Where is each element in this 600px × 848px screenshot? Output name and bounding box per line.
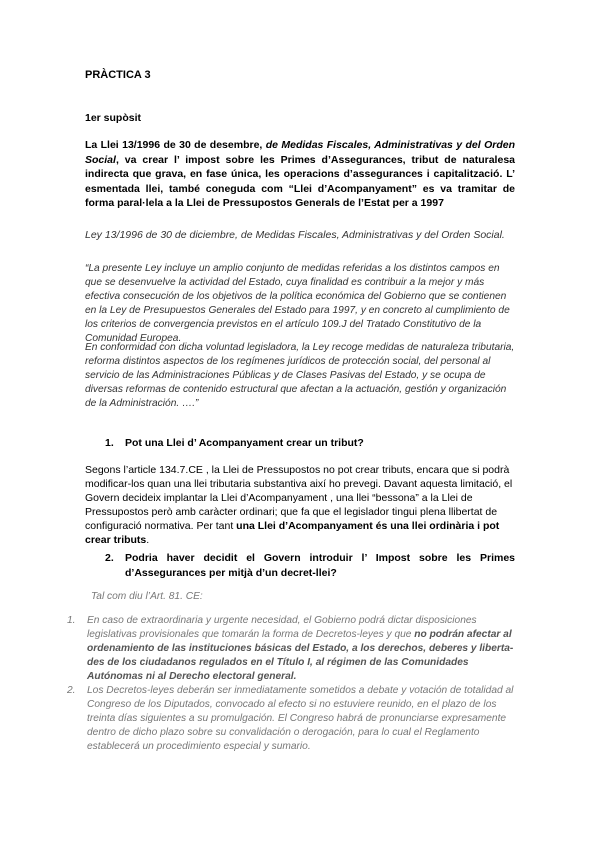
list-item <box>67 684 517 754</box>
intro-law-name: de Medidas Fiscales, Administrativas y del Orden Social <box>85 139 515 166</box>
intro-paragraph <box>85 138 515 211</box>
article-81-list <box>67 614 517 754</box>
law-title: Ley 13/1996 de 30 de diciembre, de Medidas Fiscales, Administrativas y del Orden Social. <box>85 229 505 241</box>
answer-1-end: . <box>146 534 150 546</box>
question-2-text: Podria haver decidit el Govern introduir l’ Impost sobre les Primes d’Assegurances per mitjà d’un decret-llei? <box>125 552 515 579</box>
question-2-number: 2. <box>105 552 114 564</box>
article-reference: Tal com diu l’Art. 81. CE: <box>91 591 203 602</box>
law-quote-paragraph-1: “La presente Ley incluye un amplio conjunto de medidas referidas a los distintos campos en que se desenvuelve la actividad del Estado, cuya finalidad es contribuir a la mejor y más efectiva consecución de los objetivos de la política económica del Gobierno que se contienen en la Ley de Presupuestos Generales del Estado para 1997, y en concreto al cumplimiento de los criterios de convergencia previstos en el artículo 109.J del Tratado Constitutivo de la Comunidad Europea. <box>85 263 510 344</box>
list-item <box>67 614 517 684</box>
intro-text-rest: , va crear l’ impost sobre les Primes d’Assegurances, tribut de naturalesa indirecta que grava, en fase única, les operacions d’assegurances i capitalització. L’ esmentada llei, també coneguda com “Llei d’Acompanyament” es va tramitar de forma paral·lela a la Llei de Pressupostos Generals de l’Estat per a 1997 <box>85 153 515 209</box>
question-2 <box>105 551 515 580</box>
question-1-text: Pot una Llei d’ Acompanyament crear un tribut? <box>125 437 364 449</box>
intro-text-start: La Llei 13/1996 de 30 de desembre, <box>85 139 266 151</box>
page-title: PRÀCTICA 3 <box>85 69 151 81</box>
list-item-bold-text: no podrán afectar al ordenamiento de las instituciones básicas del Estado, a los derechos, deberes y liberta- des de los ciudadanos regulados en el Título I, al régimen de las Comunidades Autónomas ni al Derecho electoral general. <box>87 629 514 682</box>
list-item-number: 1. <box>67 615 76 626</box>
law-quote-paragraph-2: En conformidad con dicha voluntad legisladora, la Ley recoge medidas de naturaleza tributaria, reforma distintos aspectos de los regímenes jurídicos de protección social, del personal al servicio de las Administraciones Públicas y de Clases Pasivas del Estado, y se ocupa de diversas reformas de contenido estructural que afectan a la actuación, gestión y organización de la Administración. ….” <box>85 342 515 409</box>
list-item-text: Los Decretos-leyes deberán ser inmediatamente sometidos a debate y votación de totalidad al Congreso de los Diputados, convocado al efecto si no estuviere reunido, en el plazo de los treinta días siguientes a su promulgación. El Congreso habrá de pronunciarse expresamente dentro de dicho plazo sobre su convalidación o derogación, para lo cual el Reglamento establecerá un procedimiento especial y sumario. <box>87 685 514 752</box>
list-item-number: 2. <box>67 685 76 696</box>
answer-1 <box>85 463 515 547</box>
answer-1-conclusion: una Llei d’Acompanyament és una llei ordinària i pot crear tributs <box>85 520 500 546</box>
question-1 <box>105 437 515 449</box>
question-1-number: 1. <box>105 437 114 449</box>
answer-1-text: Segons l’article 134.7.CE , la Llei de Pressupostos no pot crear tributs, encara que si podrà modificar-los quan una llei tributaria substantiva així ho prevegi. Davant aquesta limitació, el Govern decideix implantar la Llei d’Acompanyament , una llei “bessona” a la Llei de Pressupostos però amb caràcter ordinari; que fa que el legislador tingui plena llibertat de configuració normativa. Per tant <box>85 464 513 532</box>
list-item-text: En caso de extraordinaria y urgente necesidad, el Gobierno podrá dictar disposiciones legislativas provisionales que tomarán la forma de Decretos-leyes y que <box>87 615 477 640</box>
section-subtitle: 1er supòsit <box>85 112 142 124</box>
